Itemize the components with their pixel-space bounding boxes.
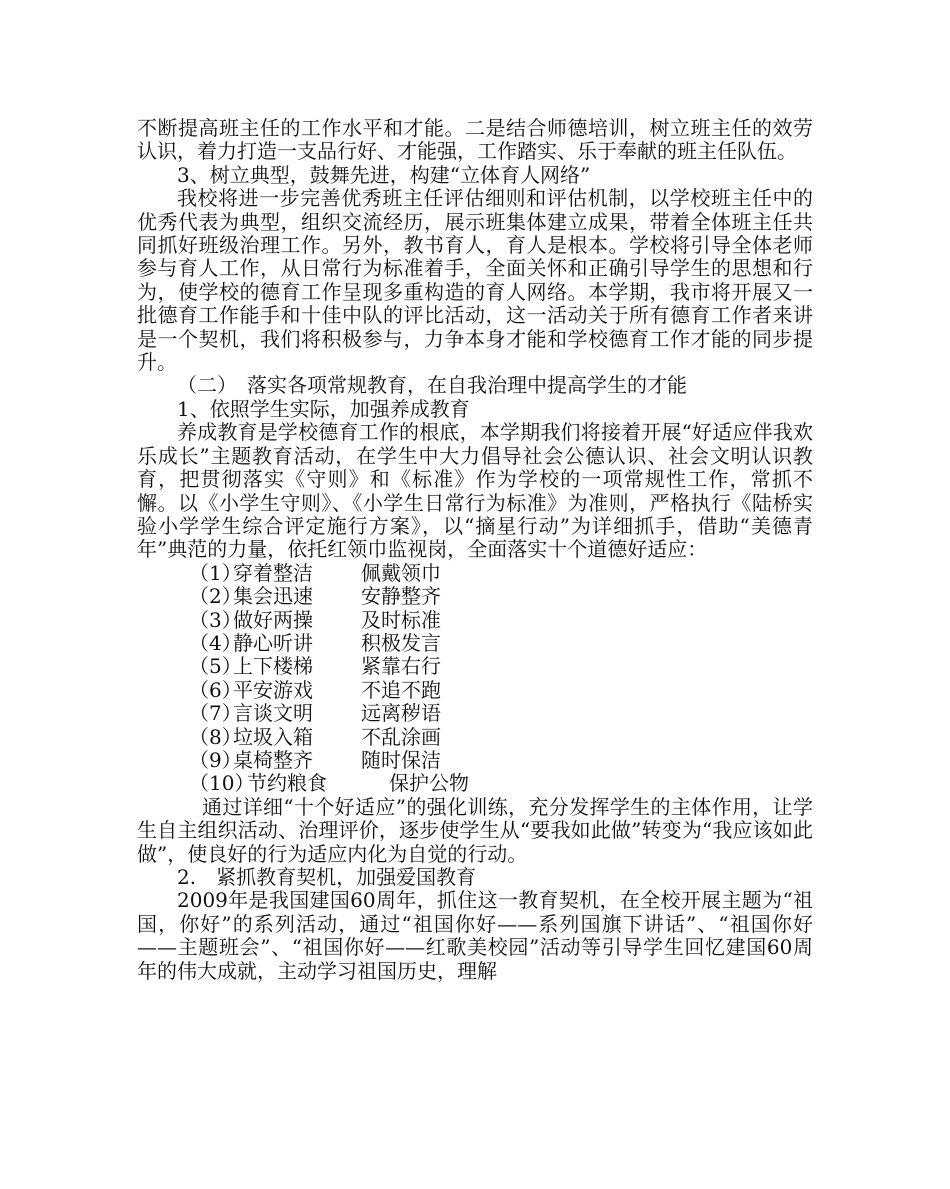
list-item-second: 及时标准 xyxy=(361,607,441,632)
list-item-second: 随时保洁 xyxy=(361,747,441,772)
list-item xyxy=(137,679,813,702)
list-item-first: 节约粮食 xyxy=(247,771,327,796)
list-item-second: 紧靠右行 xyxy=(361,654,441,679)
heading-establish-models: 3、树立典型，鼓舞先进，构建“立体育人网络” xyxy=(177,162,591,187)
list-item-first: 做好两操 xyxy=(233,607,313,632)
list-item-second: 不乱涂画 xyxy=(361,724,441,749)
heading-routine-education: （二） 落实各项常规教育，在自我治理中提高学生的才能 xyxy=(177,373,687,398)
paragraph-habit-training: 通过详细“十个好适应”的强化训练，充分发挥学生的主体作用，让学生自主组织活动、治理评价，逐步使学生从“要我如此做”转变为“我应该如此做”，使良好的行为适应内化为自觉的行动。 xyxy=(137,794,813,866)
list-item-first: 穿着整洁 xyxy=(233,560,313,585)
list-item xyxy=(137,632,813,655)
list-item xyxy=(137,772,813,795)
list-item-first: 桌椅整齐 xyxy=(233,747,313,772)
list-item-second: 佩戴领巾 xyxy=(361,560,441,585)
habit-list xyxy=(137,562,813,796)
list-item xyxy=(137,749,813,772)
list-item-number: （1） xyxy=(189,560,242,585)
document-page xyxy=(137,117,813,983)
list-item xyxy=(137,609,813,632)
list-item-second: 不追不跑 xyxy=(361,677,441,702)
list-item-first: 集会迅速 xyxy=(233,584,313,609)
paragraph-patriotic-education: 2009年是我国建国60周年，抓住这一教育契机，在全校开展主题为“祖国，你好”的系列活动，通过“祖国你好——系列国旗下讲话”、“祖国你好——主题班会”、“祖国你好——红歌美校园”活动等引导学生回忆建国60周年的伟大成就，主动学习祖国历史，理解 xyxy=(137,888,813,983)
list-item-second: 安静整齐 xyxy=(361,584,441,609)
paragraph-evaluation-mechanism: 我校将进一步完善优秀班主任评估细则和评估机制，以学校班主任中的优秀代表为典型，组织交流经历，展示班集体建立成果，带着全体班主任共同抓好班级治理工作。另外，教书育人，育人是根本。学校将引导全体老师参与育人工作，从日常行为标准着手，全面关怀和正确引导学生的思想和行为，使学校的德育工作呈现多重构造的育人网络。本学期，我市将开展又一批德育工作能手和十佳中队的评比活动，这一活动关于所有德育工作者来讲是一个契机，我们将积极参与，力争本身才能和学校德育工作才能的同步提升。 xyxy=(137,186,813,375)
heading-habit-education: 1、依照学生实际，加强养成教育 xyxy=(177,396,470,421)
paragraph-habit-education: 养成教育是学校德育工作的根底，本学期我们将接着开展“好适应伴我欢乐成长”主题教育活动，在学生中大力倡导社会公德认识、社会文明认识教育，把贯彻落实《守则》和《标准》作为学校的一项常规性工作，常抓不懈。以《小学生守则》、《小学生日常行为标准》为准则，严格执行《陆桥实验小学学生综合评定施行方案》，以“摘星行动”为详细抓手，借助“美德青年”典范的力量，依托红领巾监视岗，全面落实十个道德好适应： xyxy=(137,420,813,562)
list-item-number: （3） xyxy=(189,607,242,632)
list-item-number: （4） xyxy=(189,630,242,655)
list-item xyxy=(137,562,813,585)
list-item-second: 远离秽语 xyxy=(361,701,441,726)
list-item-number: （5） xyxy=(189,654,242,679)
list-item xyxy=(137,585,813,608)
list-item-number: （10） xyxy=(189,771,255,796)
list-item-second: 积极发言 xyxy=(361,630,441,655)
list-item-first: 垃圾入箱 xyxy=(233,724,313,749)
list-item-second: 保护公物 xyxy=(389,771,469,796)
list-item xyxy=(137,726,813,749)
heading-patriotic-education: 2. 紧抓教育契机，加强爱国教育 xyxy=(177,865,477,889)
list-item-number: （9） xyxy=(189,747,242,772)
list-item-first: 上下楼梯 xyxy=(233,654,313,679)
list-item-number: （2） xyxy=(189,584,242,609)
list-item-number: （6） xyxy=(189,677,242,702)
list-item xyxy=(137,655,813,678)
paragraph-teacher-training: 不断提高班主任的工作水平和才能。二是结合师德培训，树立班主任的效劳认识，着力打造一支品行好、才能强，工作踏实、乐于奉献的班主任队伍。 xyxy=(137,116,813,164)
list-item-first: 言谈文明 xyxy=(233,701,313,726)
list-item-first: 静心听讲 xyxy=(233,630,313,655)
list-item-first: 平安游戏 xyxy=(233,677,313,702)
list-item xyxy=(137,702,813,725)
list-item-number: （8） xyxy=(189,724,242,749)
list-item-number: （7） xyxy=(189,701,242,726)
